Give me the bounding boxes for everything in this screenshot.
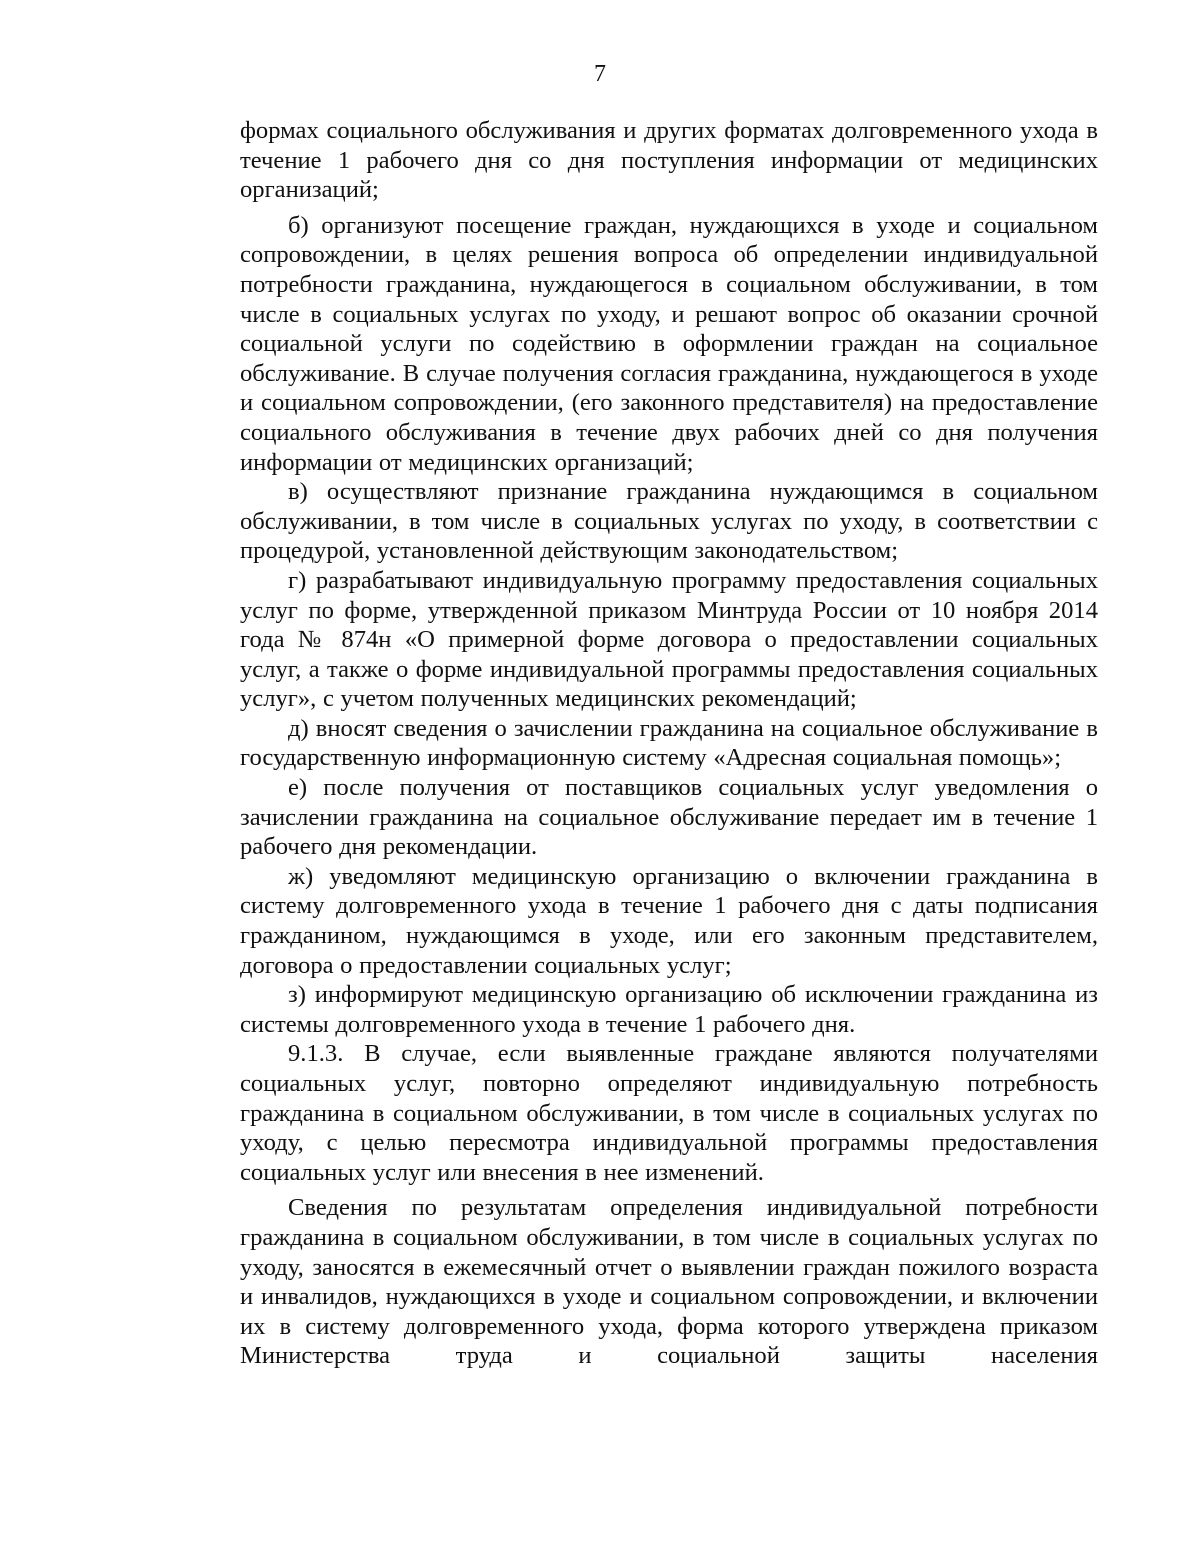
paragraph-section-9-1-3: 9.1.3. В случае, если выявленные граждане являются получателями социальных услуг, повторно определяют индивидуальную потребность гражданина в социальном обслуживании, в том числе в социальных услугах по уходу, с целью пересмотра индивидуальной программы предоставления социальных услуг или внесения в нее изменений. (240, 1040, 1098, 1186)
paragraph-item-e: е) после получения от поставщиков социальных услуг уведомления о зачислении гражданина на социальное обслуживание передает им в течение 1 рабочего дня рекомендации. (240, 774, 1098, 861)
paragraph-item-zh: ж) уведомляют медицинскую организацию о включении гражданина в систему долговременного ухода в течение 1 рабочего дня с даты подписания гражданином, нуждающимся в уходе, или его законным представителем, договора о предоставлении социальных услуг; (240, 862, 1098, 979)
paragraph-item-b: б) организуют посещение граждан, нуждающихся в уходе и социальном сопровождении, в целях решения вопроса об определении индивидуальной потребности гражданина, нуждающегося в социальном обслуживании, в том числе в социальных услугах по уходу, и решают вопрос об оказании срочной социальной услуги по содействию в оформлении граждан на социальное обслуживание. В случае получения согласия гражданина, нуждающегося в уходе и социальном сопровождении, (его законного представителя) на предоставление социального обслуживания в течение двух рабочих дней со дня получения информации от медицинских организаций; (240, 211, 1098, 476)
paragraph-item-g: г) разрабатывают индивидуальную программу предоставления социальных услуг по форме, утвержденной приказом Минтруда России от 10 ноября 2014 года № 874н «О примерной форме договора о предоставлении социальных услуг, а также о форме индивидуальной программы предоставления социальных услуг», с учетом полученных медицинских рекомендаций; (240, 566, 1098, 713)
paragraph-item-d: д) вносят сведения о зачислении гражданина на социальное обслуживание в государственную информационную систему «Адресная социальная помощь»; (240, 714, 1098, 772)
paragraph-continuation: формах социального обслуживания и других форматах долговременного ухода в течение 1 рабочего дня со дня поступления информации от медицинских организаций; (240, 117, 1098, 204)
paragraph-item-v: в) осуществляют признание гражданина нуждающимся в социальном обслуживании, в том числе в социальных услугах по уходу, в соответствии с процедурой, установленной действующим законодательством; (240, 478, 1098, 565)
page-number: 7 (594, 61, 606, 87)
paragraph-item-z: з) информируют медицинскую организацию об исключении гражданина из системы долговременного ухода в течение 1 рабочего дня. (240, 981, 1098, 1038)
document-body (240, 116, 1098, 1371)
paragraph-results-info: Сведения по результатам определения индивидуальной потребности гражданина в социальном обслуживании, в том числе в социальных услугах по уходу, заносятся в ежемесячный отчет о выявлении граждан пожилого возраста и инвалидов, нуждающихся в уходе и социальном сопровождении, и включении их в систему долговременного ухода, форма которого утверждена приказом Министерства труда и социальной защиты населения (240, 1194, 1098, 1370)
